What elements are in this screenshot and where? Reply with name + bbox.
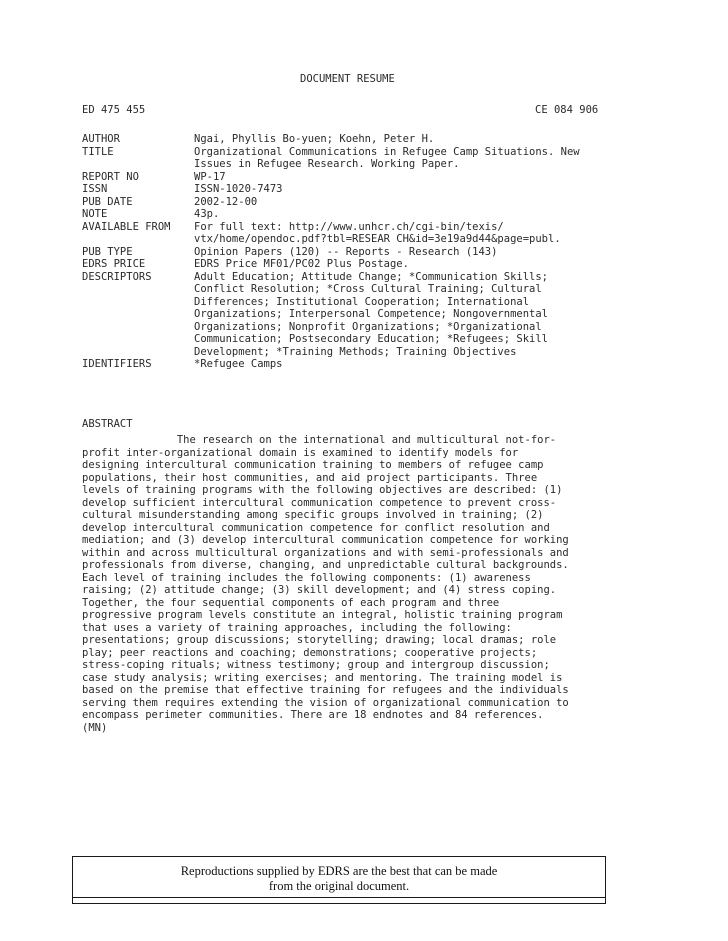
- field-label: ISSN: [82, 183, 108, 195]
- field-value-line: Development; *Training Methods; Training Objectives: [194, 345, 517, 358]
- field-label: DESCRIPTORS: [82, 270, 152, 283]
- field-value-line: For full text: http://www.unhcr.ch/cgi-bin/texis/: [194, 220, 504, 233]
- abstract-line: Together, the four sequential components of each program and three: [82, 596, 500, 609]
- abstract-line: professionals from diverse, changing, and unpredictable cultural backgrounds.: [82, 559, 569, 571]
- field-row: [82, 196, 642, 209]
- field-value-line: Differences; Institutional Cooperation; International: [194, 295, 530, 308]
- abstract-line: Each level of training includes the following components: (1) awareness: [82, 571, 531, 584]
- abstract-line: within and across multicultural organizations and with semi-professionals and: [82, 546, 569, 559]
- reproduction-notice-box: [72, 856, 606, 904]
- field-label: AUTHOR: [82, 133, 120, 145]
- field-row: [82, 171, 642, 184]
- field-value: [194, 358, 642, 371]
- abstract-line: designing intercultural communication training to members of refugee camp: [82, 459, 544, 471]
- field-value-line: Organizations; Interpersonal Competence; Nongovernmental: [194, 308, 549, 320]
- abstract-line: cultural misunderstanding among specific groups involved in training; (2): [82, 509, 544, 521]
- abstract-line: serving them requires extending the vision of organizational communication to: [82, 696, 569, 709]
- abstract-line: The research on the international and multicultural not-for-: [82, 434, 557, 446]
- abstract-line: stress-coping rituals; witness testimony; group and intergroup discussion;: [82, 659, 550, 671]
- abstract-line: populations, their host communities, and aid project participants. Three: [82, 471, 538, 484]
- field-row: [82, 246, 642, 259]
- field-value-line: Issues in Refugee Research. Working Paper.: [194, 158, 460, 170]
- field-row: [82, 221, 642, 246]
- abstract-line: encompass perimeter communities. There are 18 endnotes and 84 references.: [82, 709, 544, 721]
- field-value: [194, 133, 642, 146]
- abstract-line: play; peer reactions and coaching; demonstrations; cooperative projects;: [82, 646, 538, 659]
- field-value-line: Ngai, Phyllis Bo-yuen; Koehn, Peter H.: [194, 133, 435, 145]
- reproduction-notice-line-1: Reproductions supplied by EDRS are the best that can be made: [180, 864, 498, 878]
- field-value-line: 2002-12-00: [194, 195, 258, 208]
- abstract-line: profit inter-organizational domain is examined to identify models for: [82, 446, 519, 459]
- field-value-line: WP-17: [194, 170, 226, 183]
- reproduction-notice-line-2: from the original document.: [268, 879, 410, 893]
- field-label: AVAILABLE FROM: [82, 220, 171, 233]
- abstract-line: levels of training programs with the following objectives are described: (1): [82, 484, 563, 496]
- field-value-line: *Refugee Camps: [194, 358, 283, 370]
- abstract-line: case study analysis; writing exercises; and mentoring. The training model is: [82, 671, 563, 684]
- abstract-line: progressive program levels constitute an integral, holistic training program: [82, 609, 563, 621]
- field-label: IDENTIFIERS: [82, 358, 152, 370]
- field-value: [194, 183, 642, 196]
- field-label: REPORT NO: [82, 170, 139, 183]
- field-value-line: EDRS Price MF01/PC02 Plus Postage.: [194, 258, 409, 270]
- field-value: [194, 146, 642, 171]
- field-label: NOTE: [82, 208, 108, 220]
- document-title: DOCUMENT RESUME: [300, 73, 395, 85]
- abstract-line: that uses a variety of training approaches, including the following:: [82, 621, 512, 634]
- field-row: [82, 208, 642, 221]
- ed-number: ED 475 455: [82, 104, 146, 116]
- field-row: [82, 146, 642, 171]
- abstract-heading: ABSTRACT: [82, 418, 133, 430]
- field-value: [194, 171, 642, 184]
- field-value-line: Communication; Postsecondary Education; *Refugees; Skill: [194, 333, 549, 345]
- abstract-line: mediation; and (3) develop intercultural communication competence for working: [82, 534, 569, 546]
- field-value: [194, 271, 642, 359]
- field-label: TITLE: [82, 145, 114, 158]
- field-label: PUB TYPE: [82, 245, 133, 258]
- field-row: [82, 358, 642, 371]
- field-row: [82, 258, 642, 271]
- field-value-line: Opinion Papers (120) -- Reports - Research (143): [194, 245, 498, 258]
- abstract-line: (MN): [82, 721, 108, 734]
- field-row: [82, 133, 642, 146]
- field-row: [82, 271, 642, 359]
- field-value-line: Conflict Resolution; *Cross Cultural Training; Cultural: [194, 283, 542, 295]
- field-label: PUB DATE: [82, 195, 133, 208]
- field-label: EDRS PRICE: [82, 258, 146, 270]
- abstract-line: based on the premise that effective training for refugees and the individuals: [82, 684, 569, 696]
- abstract-line: develop intercultural communication competence for conflict resolution and: [82, 521, 550, 534]
- ce-number: CE 084 906: [535, 104, 599, 116]
- field-value-line: ISSN-1020-7473: [194, 183, 283, 195]
- field-value-line: 43p.: [194, 208, 220, 220]
- field-value-line: Organizational Communications in Refugee Camp Situations. New: [194, 145, 580, 158]
- abstract-line: develop sufficient intercultural communication competence to prevent cross-: [82, 496, 557, 509]
- abstract-body: [82, 434, 642, 734]
- field-value-line: Organizations; Nonprofit Organizations; *Organizational: [194, 320, 542, 333]
- abstract-line: presentations; group discussions; storytelling; drawing; local dramas; role: [82, 634, 557, 646]
- field-value: [194, 246, 642, 259]
- field-value-line: vtx/home/opendoc.pdf?tbl=RESEAR CH&id=3e19a9d44&page=publ.: [194, 233, 561, 245]
- field-row: [82, 183, 642, 196]
- abstract-line: raising; (2) attitude change; (3) skill development; and (4) stress coping.: [82, 584, 557, 596]
- field-value: [194, 208, 642, 221]
- field-value: [194, 196, 642, 209]
- metadata-fields: [82, 133, 642, 371]
- field-value: [194, 258, 642, 271]
- field-value: [194, 221, 642, 246]
- field-value-line: Adult Education; Attitude Change; *Communication Skills;: [194, 270, 549, 283]
